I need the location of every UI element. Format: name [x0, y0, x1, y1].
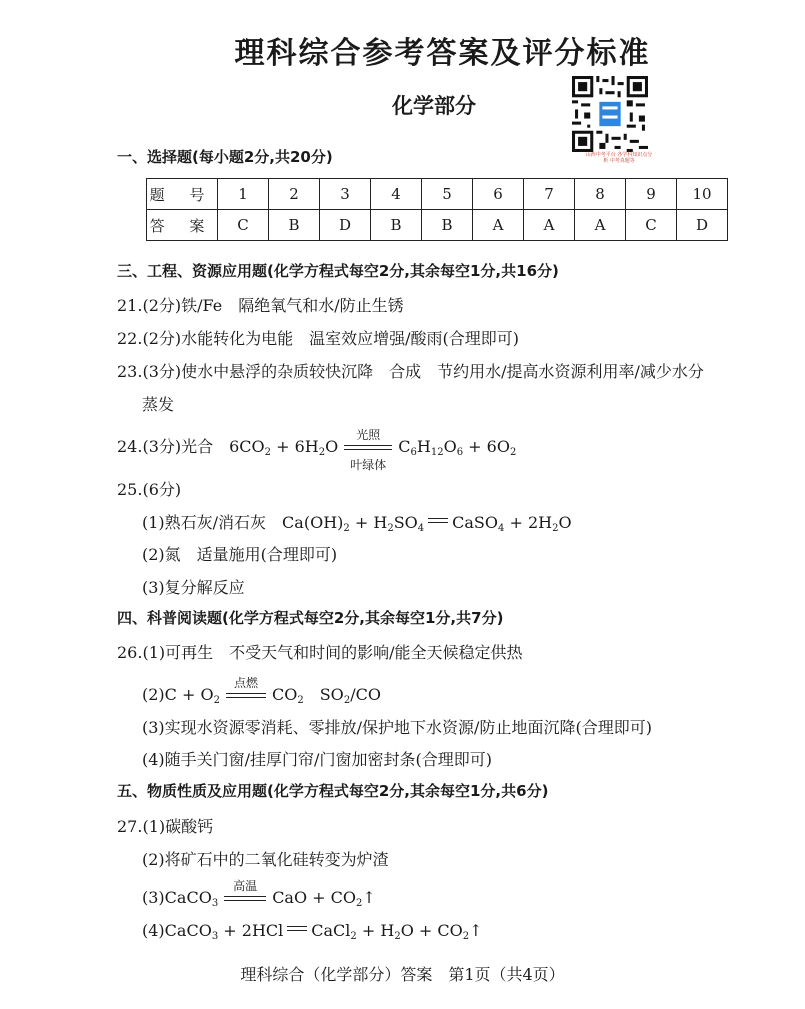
answer-21: 21.(2分)铁/Fe 隔绝氧气和水/防止生锈: [117, 296, 404, 315]
answer-23: 23.(3分)使水中悬浮的杂质较快沉降 合成 节约用水/提高水资源利用率/减少水分: [117, 362, 704, 381]
reaction-condition: [222, 879, 268, 909]
table-cell: 7: [524, 179, 575, 210]
page-title: 理科综合参考答案及评分标准: [234, 36, 651, 71]
answer-27-3: (3)CaCO$_3$ 高温 CaO + $CO_2↑$: [142, 879, 376, 909]
qr-code-icon: [572, 76, 648, 152]
section-1-heading: 一、选择题(每小题2分,共20分): [117, 148, 333, 166]
answer-22: 22.(2分)水能转化为电能 温室效应增强/酸雨(合理即可): [117, 329, 519, 348]
section-3-heading: 三、工程、资源应用题(化学方程式每空2分,其余每空1分,共16分): [117, 262, 559, 280]
reaction-condition: [224, 676, 268, 706]
answer-27-4-text: (4)CaCO: [142, 921, 212, 940]
table-row-answers: [147, 210, 728, 241]
table-cell: 3: [320, 179, 371, 210]
table-cell: C: [626, 210, 677, 241]
section-4-heading: 四、科普阅读题(化学方程式每空2分,其余每空1分,共7分): [117, 609, 504, 627]
table-row-numbers: [147, 179, 728, 210]
answer-25-2: (2)氮 适量施用(合理即可): [142, 545, 338, 564]
page-footer: 理科综合（化学部分）答案 第1页（共4页）: [240, 965, 565, 984]
qr-note: 山西中考平台 各学科知识点分析 中考真题等: [585, 152, 653, 164]
answer-27-2: (2)将矿石中的二氧化硅转变为炉渣: [142, 850, 389, 869]
answer-24-text: 24.(3分)光合 6CO: [117, 437, 265, 456]
table-cell: 8: [575, 179, 626, 210]
answer-25-1: (1)熟石灰/消石灰 $Ca(OH)_2 + H_2SO_4$ CaSO$_4$ + $2H_2O$: [142, 513, 572, 534]
answer-26-4: (4)随手关门窗/挂厚门帘/门窗加密封条(合理即可): [142, 750, 492, 769]
table-cell: 1: [218, 179, 269, 210]
table-cell: D: [677, 210, 728, 241]
row-label-answer: 答 案: [147, 210, 218, 241]
table-cell: A: [575, 210, 626, 241]
table-cell: 10: [677, 179, 728, 210]
table-cell: 4: [371, 179, 422, 210]
reaction-condition: [342, 428, 394, 472]
row-label-number: 题 号: [147, 179, 218, 210]
condition-top: 点燃: [233, 676, 258, 690]
answer-table: [146, 178, 728, 241]
table-cell: A: [524, 210, 575, 241]
table-cell: 9: [626, 179, 677, 210]
answer-23-continued: 蒸发: [142, 395, 175, 414]
page-subtitle: 化学部分: [392, 94, 476, 118]
answer-26-1: 26.(1)可再生 不受天气和时间的影响/能全天候稳定供热: [117, 643, 523, 662]
table-cell: 5: [422, 179, 473, 210]
answer-27-3-text: (3)CaCO: [142, 888, 212, 907]
table-cell: 6: [473, 179, 524, 210]
table-cell: C: [218, 210, 269, 241]
table-cell: D: [320, 210, 371, 241]
answer-27-1: 27.(1)碳酸钙: [117, 817, 214, 836]
answer-26-3: (3)实现水资源零消耗、零排放/保护地下水资源/防止地面沉降(合理即可): [142, 718, 652, 737]
answer-25-3: (3)复分解反应: [142, 578, 245, 597]
table-cell: B: [371, 210, 422, 241]
answer-26-2: $(2)C + O_2$ 点燃 $CO_2$ $SO_2/CO$: [142, 676, 381, 706]
table-cell: B: [422, 210, 473, 241]
section-5-heading: 五、物质性质及应用题(化学方程式每空2分,其余每空1分,共6分): [117, 782, 549, 800]
condition-top: 光照: [356, 428, 381, 442]
table-cell: A: [473, 210, 524, 241]
table-cell: B: [269, 210, 320, 241]
answer-27-4: (4)CaCO$_3$ + 2HCl CaCl$_2$ + $H_2O$ + $CO_2↑$: [142, 921, 483, 942]
condition-top: 高温: [233, 879, 258, 893]
table-cell: 2: [269, 179, 320, 210]
answer-24: 24.(3分)光合 $6CO_2 + 6H_2O$ 光照 叶绿体 $C_6H_{12}O_6 + 6O_2$: [117, 428, 517, 472]
answer-26-2-text: (2)C + O: [142, 685, 214, 704]
condition-bottom: 叶绿体: [350, 458, 387, 472]
answer-25: 25.(6分): [117, 480, 182, 499]
answer-25-1-text: (1)熟石灰/消石灰 Ca(OH): [142, 513, 344, 532]
